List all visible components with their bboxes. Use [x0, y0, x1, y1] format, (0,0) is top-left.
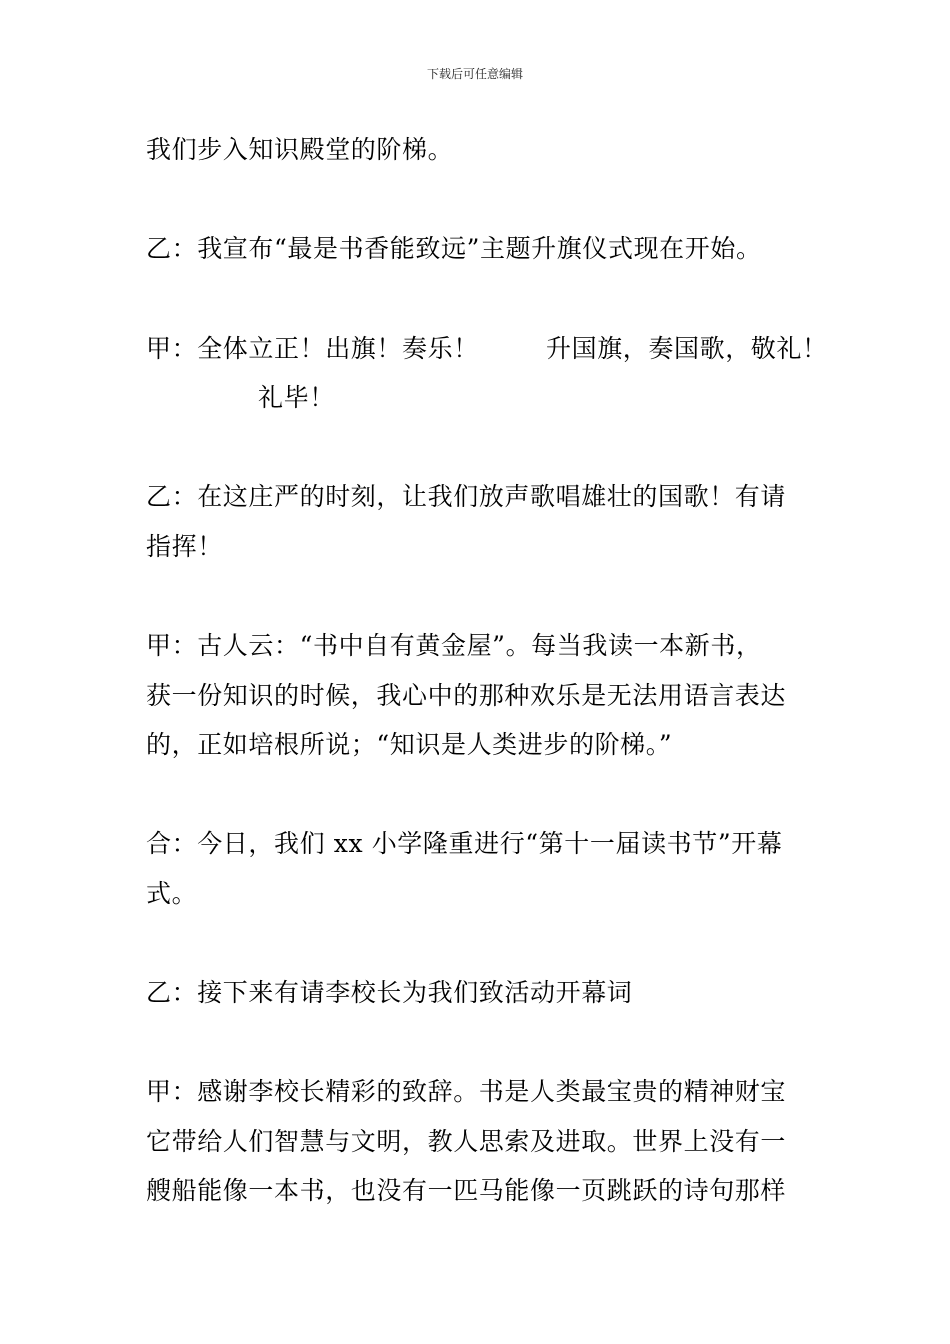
- page-header: 下载后可任意编辑: [426, 67, 523, 81]
- text-line: 礼毕！: [258, 383, 335, 412]
- text-line: 式。: [146, 879, 198, 908]
- text-line: 乙：在这庄严的时刻，让我们放声歌唱雄壮的国歌！有请: [146, 482, 787, 511]
- text-line: 乙：接下来有请李校长为我们致活动开幕词: [146, 978, 633, 1007]
- text-line: 艘船能像一本书，也没有一匹马能像一页跳跃的诗句那样: [146, 1176, 787, 1205]
- text-line: 的，正如培根所说；“知识是人类进步的阶梯。”: [146, 730, 673, 759]
- text-line: 合：今日，我们 xx 小学隆重进行“第十一届读书节”开幕: [146, 829, 783, 858]
- text-line: 获一份知识的时候，我心中的那种欢乐是无法用语言表达: [146, 681, 787, 710]
- text-line: 甲：感谢李校长精彩的致辞。书是人类最宝贵的精神财宝: [146, 1077, 787, 1106]
- text-line: 甲：全体立正！出旗！奏乐！: [146, 334, 479, 363]
- text-line: 升国旗，奏国歌，敬礼！: [546, 334, 828, 363]
- text-line: 我们步入知识殿堂的阶梯。: [146, 135, 454, 164]
- text-line: 它带给人们智慧与文明，教人思索及进取。世界上没有一: [146, 1127, 787, 1156]
- text-line: 乙：我宣布“最是书香能致远”主题升旗仪式现在开始。: [146, 234, 762, 263]
- text-line: 指挥！: [146, 532, 223, 561]
- text-line: 甲：古人云：“书中自有黄金屋”。每当我读一本新书，: [146, 631, 762, 660]
